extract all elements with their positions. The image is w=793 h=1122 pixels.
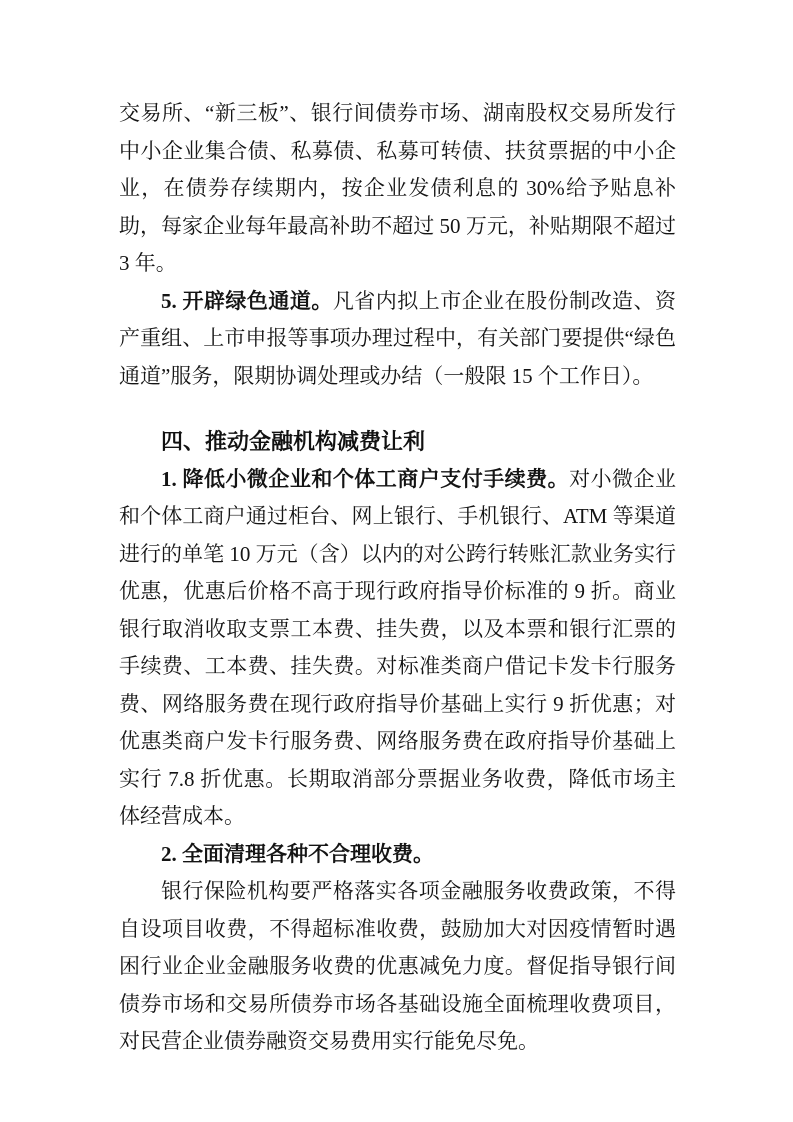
paragraph-item2-body: 银行保险机构要严格落实各项金融服务收费政策，不得自设项目收费，不得超标准收费，鼓励加大对因疫情暂时遇困行业企业金融服务收费的优惠减免力度。督促指导银行间债券市场和交易所债券市场各基础设施全面梳理收费项目，对民营企业债券融资交易费用实行能免尽免。 [119,879,676,1053]
item5-body-text: 凡省内拟上市企业在股份制改造、资产重组、上市申报等事项办理过程中，有关部门要提供“绿色通道”服务，限期协调处理或办结（一般限 15 个工作日）。 [119,288,677,388]
paragraph-bond-subsidy-continuation: 交易所、“新三板”、银行间债券市场、湖南股权交易所发行中小企业集合债、私募债、私募可转债、扶贫票据的中小企业，在债券存续期内，按企业发债利息的 30%给予贴息补助，每家企业每年最高补助不超过 50 万元，补贴期限不超过 3 年。 [119,101,676,275]
document-body [119,95,676,1061]
paragraph-item5-green-channel [119,283,676,396]
paragraph-item1-payment-fees [119,461,676,836]
paragraph-item2-unreasonable-fees-lead: 2. 全面清理各种不合理收费。 [161,841,434,866]
item1-body-text: 对小微企业和个体工商户通过柜台、网上银行、手机银行、ATM 等渠道进行的单笔 10 万元（含）以内的对公跨行转账汇款业务实行优惠，优惠后价格不高于现行政府指导价标准的 9 折。商业银行取消收取支票工本费、挂失费，以及本票和银行汇票的手续费、工本费、挂失费。对标准类商户借记卡发卡行服务费、网络服务费在现行政府指导价基础上实行 9 折优惠；对优惠类商户发卡行服务费、网络服务费在政府指导价基础上实行 7.8 折优惠。长期取消部分票据业务收费，降低市场主体经营成本。 [119,466,677,828]
section-heading-four: 四、推动金融机构减费让利 [161,429,426,454]
item1-lead-bold: 1. 降低小微企业和个体工商户支付手续费。 [161,466,570,491]
item5-lead-bold: 5. 开辟绿色通道。 [161,288,333,313]
